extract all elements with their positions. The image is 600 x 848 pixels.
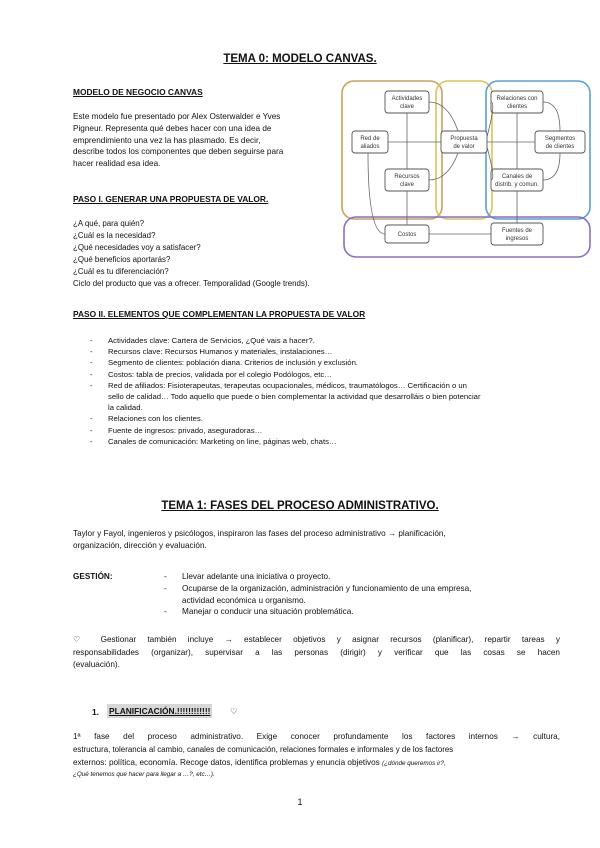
label-fuentes: ingresos: [505, 236, 529, 242]
item-text: Relaciones con los clientes.: [108, 414, 203, 424]
dash: -: [90, 336, 93, 345]
label-recursos: Recursos: [394, 174, 420, 180]
intro-line: Pigneur. Representa qué debes hacer con una idea de: [73, 123, 272, 133]
dash: -: [90, 347, 93, 357]
item-text: Fuente de ingresos: privado, aseguradoras…: [108, 425, 263, 435]
item-text: Costos: tabla de precios, validada por el colegio Podólogos, etc…: [108, 369, 332, 379]
page-number: 1: [297, 797, 303, 807]
planif-heading: PLANIFICACIÓN.!!!!!!!!!!!!: [109, 706, 211, 716]
list-item-continuation: actividad económica u organismo.: [182, 595, 306, 605]
tema1-intro: [73, 528, 563, 552]
heart-icon: ♡: [230, 706, 238, 716]
gestion-list: [164, 571, 562, 618]
question-line: ¿A qué, para quién?: [73, 219, 145, 228]
gestionar-paragraph: [73, 634, 560, 672]
label-propuesta: Propuesta: [450, 136, 478, 142]
item-text: Segmento de clientes: población diana. Criterios de inclusión y exclusión.: [108, 358, 358, 368]
intro-line: Taylor y Fayol, ingenieros y psicólogos, inspiraron las fases del proceso administrativo → planificación,: [73, 529, 446, 538]
item-text: Red de afiliados: Fisioterapeutas, terapeutas ocupacionales, médicos, traumatólogos… Certificación o un: [108, 380, 467, 390]
list-item: [164, 606, 562, 618]
label-costos: Costos: [397, 232, 417, 238]
label-relaciones: clientes: [506, 104, 528, 110]
planif-line-text: externos: política, economía. Recoge datos, identifica problemas y enuncia objetivos: [73, 757, 380, 767]
list-item: [90, 436, 560, 447]
paso1-heading: PASO I. GENERAR UNA PROPUESTA DE VALOR.: [73, 194, 269, 204]
dash: -: [164, 572, 167, 581]
list-item-continuation: la calidad.: [108, 403, 143, 413]
question-line: ¿Cuál es la necesidad?: [73, 230, 156, 240]
list-item: [164, 583, 562, 595]
question-line: ¿Cuál es tu diferenciación?: [73, 266, 169, 276]
gestion-label: GESTIÓN:: [73, 572, 113, 581]
paso1-questions: [73, 218, 310, 289]
label-recursos: clave: [399, 182, 415, 188]
planif-line: [73, 757, 560, 771]
question-line: Ciclo del producto que vas a ofrecer. Temporalidad (Google trends).: [73, 278, 310, 288]
list-item: [90, 346, 560, 357]
dash: -: [90, 358, 93, 368]
planif-question: (¿dónde queremos ir?,: [382, 759, 446, 767]
label-actividades: clave: [399, 104, 415, 110]
label-red: aliados: [360, 144, 380, 150]
bottom-section: [344, 217, 590, 257]
label-canales: distrib. y comun.: [495, 182, 539, 188]
list-item: [90, 413, 560, 424]
label-segmentos: Segmentos: [544, 136, 576, 142]
label-propuesta: de valor: [453, 144, 475, 150]
item-text: Llevar adelante una iniciativa o proyecto.: [182, 572, 331, 581]
planif-line: ¿Qué tenemos que hacer para llegar a …?, etc…).: [73, 771, 215, 779]
label-actividades: Actividades: [391, 96, 423, 102]
item-text: Manejar o conducir una situación problemática.: [182, 607, 354, 617]
paso2-heading: PASO II. ELEMENTOS QUE COMPLEMENTAN LA PROPUESTA DE VALOR: [73, 309, 366, 319]
label-red: Red de: [360, 136, 380, 142]
list-item: [90, 369, 560, 380]
planif-number: 1.: [92, 707, 99, 717]
canvas-section-heading: MODELO DE NEGOCIO CANVAS: [73, 87, 203, 97]
planif-line: 1ª fase del proceso administrativo. Exige conocer profundamente los factores internos → cultura,: [73, 732, 560, 741]
list-item: [164, 571, 562, 583]
label-fuentes: Fuentes de: [501, 228, 533, 234]
dash: -: [90, 380, 93, 390]
label-relaciones: Relaciones con: [496, 96, 538, 102]
dash: -: [90, 436, 93, 446]
dash: -: [90, 425, 93, 435]
gestionar-line: responsabilidades (organizar), supervisar a las personas (dirigir) y verificar que las cosas se hacen: [73, 647, 560, 657]
dash: -: [90, 369, 93, 379]
item-text: Actividades clave: Cartera de Servicios, ¿Qué vais a hacer?.: [108, 336, 315, 345]
dash: -: [164, 607, 167, 617]
item-text: Canales de comunicación: Marketing on line, páginas web, chats…: [108, 436, 337, 446]
item-text: Ocuparse de la organización, administración y funcionamiento de una empresa,: [182, 583, 472, 593]
label-segmentos: de clientes: [545, 144, 575, 150]
intro-line: hacer realidad esa idea.: [73, 159, 161, 169]
list-item-continuation: sello de calidad… Todo aquello que puede o bien complementar la actividad que desarrolláis o bien potenciar: [108, 392, 481, 402]
paso2-list: [90, 335, 560, 447]
list-item: [90, 335, 560, 346]
dash: -: [164, 583, 167, 593]
label-canales: Canales de: [501, 174, 533, 180]
list-item: [90, 380, 560, 391]
question-line: ¿Qué beneficios aportarás?: [73, 254, 171, 264]
intro-line: organización, dirección y evaluación.: [73, 540, 207, 550]
dash: -: [90, 414, 93, 424]
intro-line: Este modelo fue presentado por Alex Osterwalder e Yves: [73, 112, 281, 121]
planif-line: estructura, tolerancia al cambio, canales de comunicación, relaciones formales e informales y de los factores: [73, 744, 454, 754]
list-item: [90, 425, 560, 436]
intro-line: emprendimiento una vez la has plasmado. Es decir,: [73, 135, 261, 145]
intro-line: describe todos los componentes que deben seguirse para: [73, 147, 284, 157]
list-item: [90, 357, 560, 368]
question-line: ¿Qué necesidades voy a satisfacer?: [73, 242, 201, 252]
gestionar-line: (evaluación).: [73, 660, 120, 669]
item-text: Recursos clave: Recursos Humanos y materiales, instalaciones…: [108, 347, 333, 357]
tema0-title: TEMA 0: MODELO CANVAS.: [223, 53, 377, 65]
canvas-model-diagram: [338, 77, 600, 260]
tema1-title: TEMA 1: FASES DEL PROCESO ADMINISTRATIVO.: [161, 500, 439, 512]
planif-paragraph: [73, 731, 560, 779]
canvas-intro-paragraph: [73, 111, 335, 170]
gestionar-line: ♡ Gestionar también incluye → establecer objetivos y asignar recursos (planificar), repartir tareas y: [73, 635, 560, 644]
